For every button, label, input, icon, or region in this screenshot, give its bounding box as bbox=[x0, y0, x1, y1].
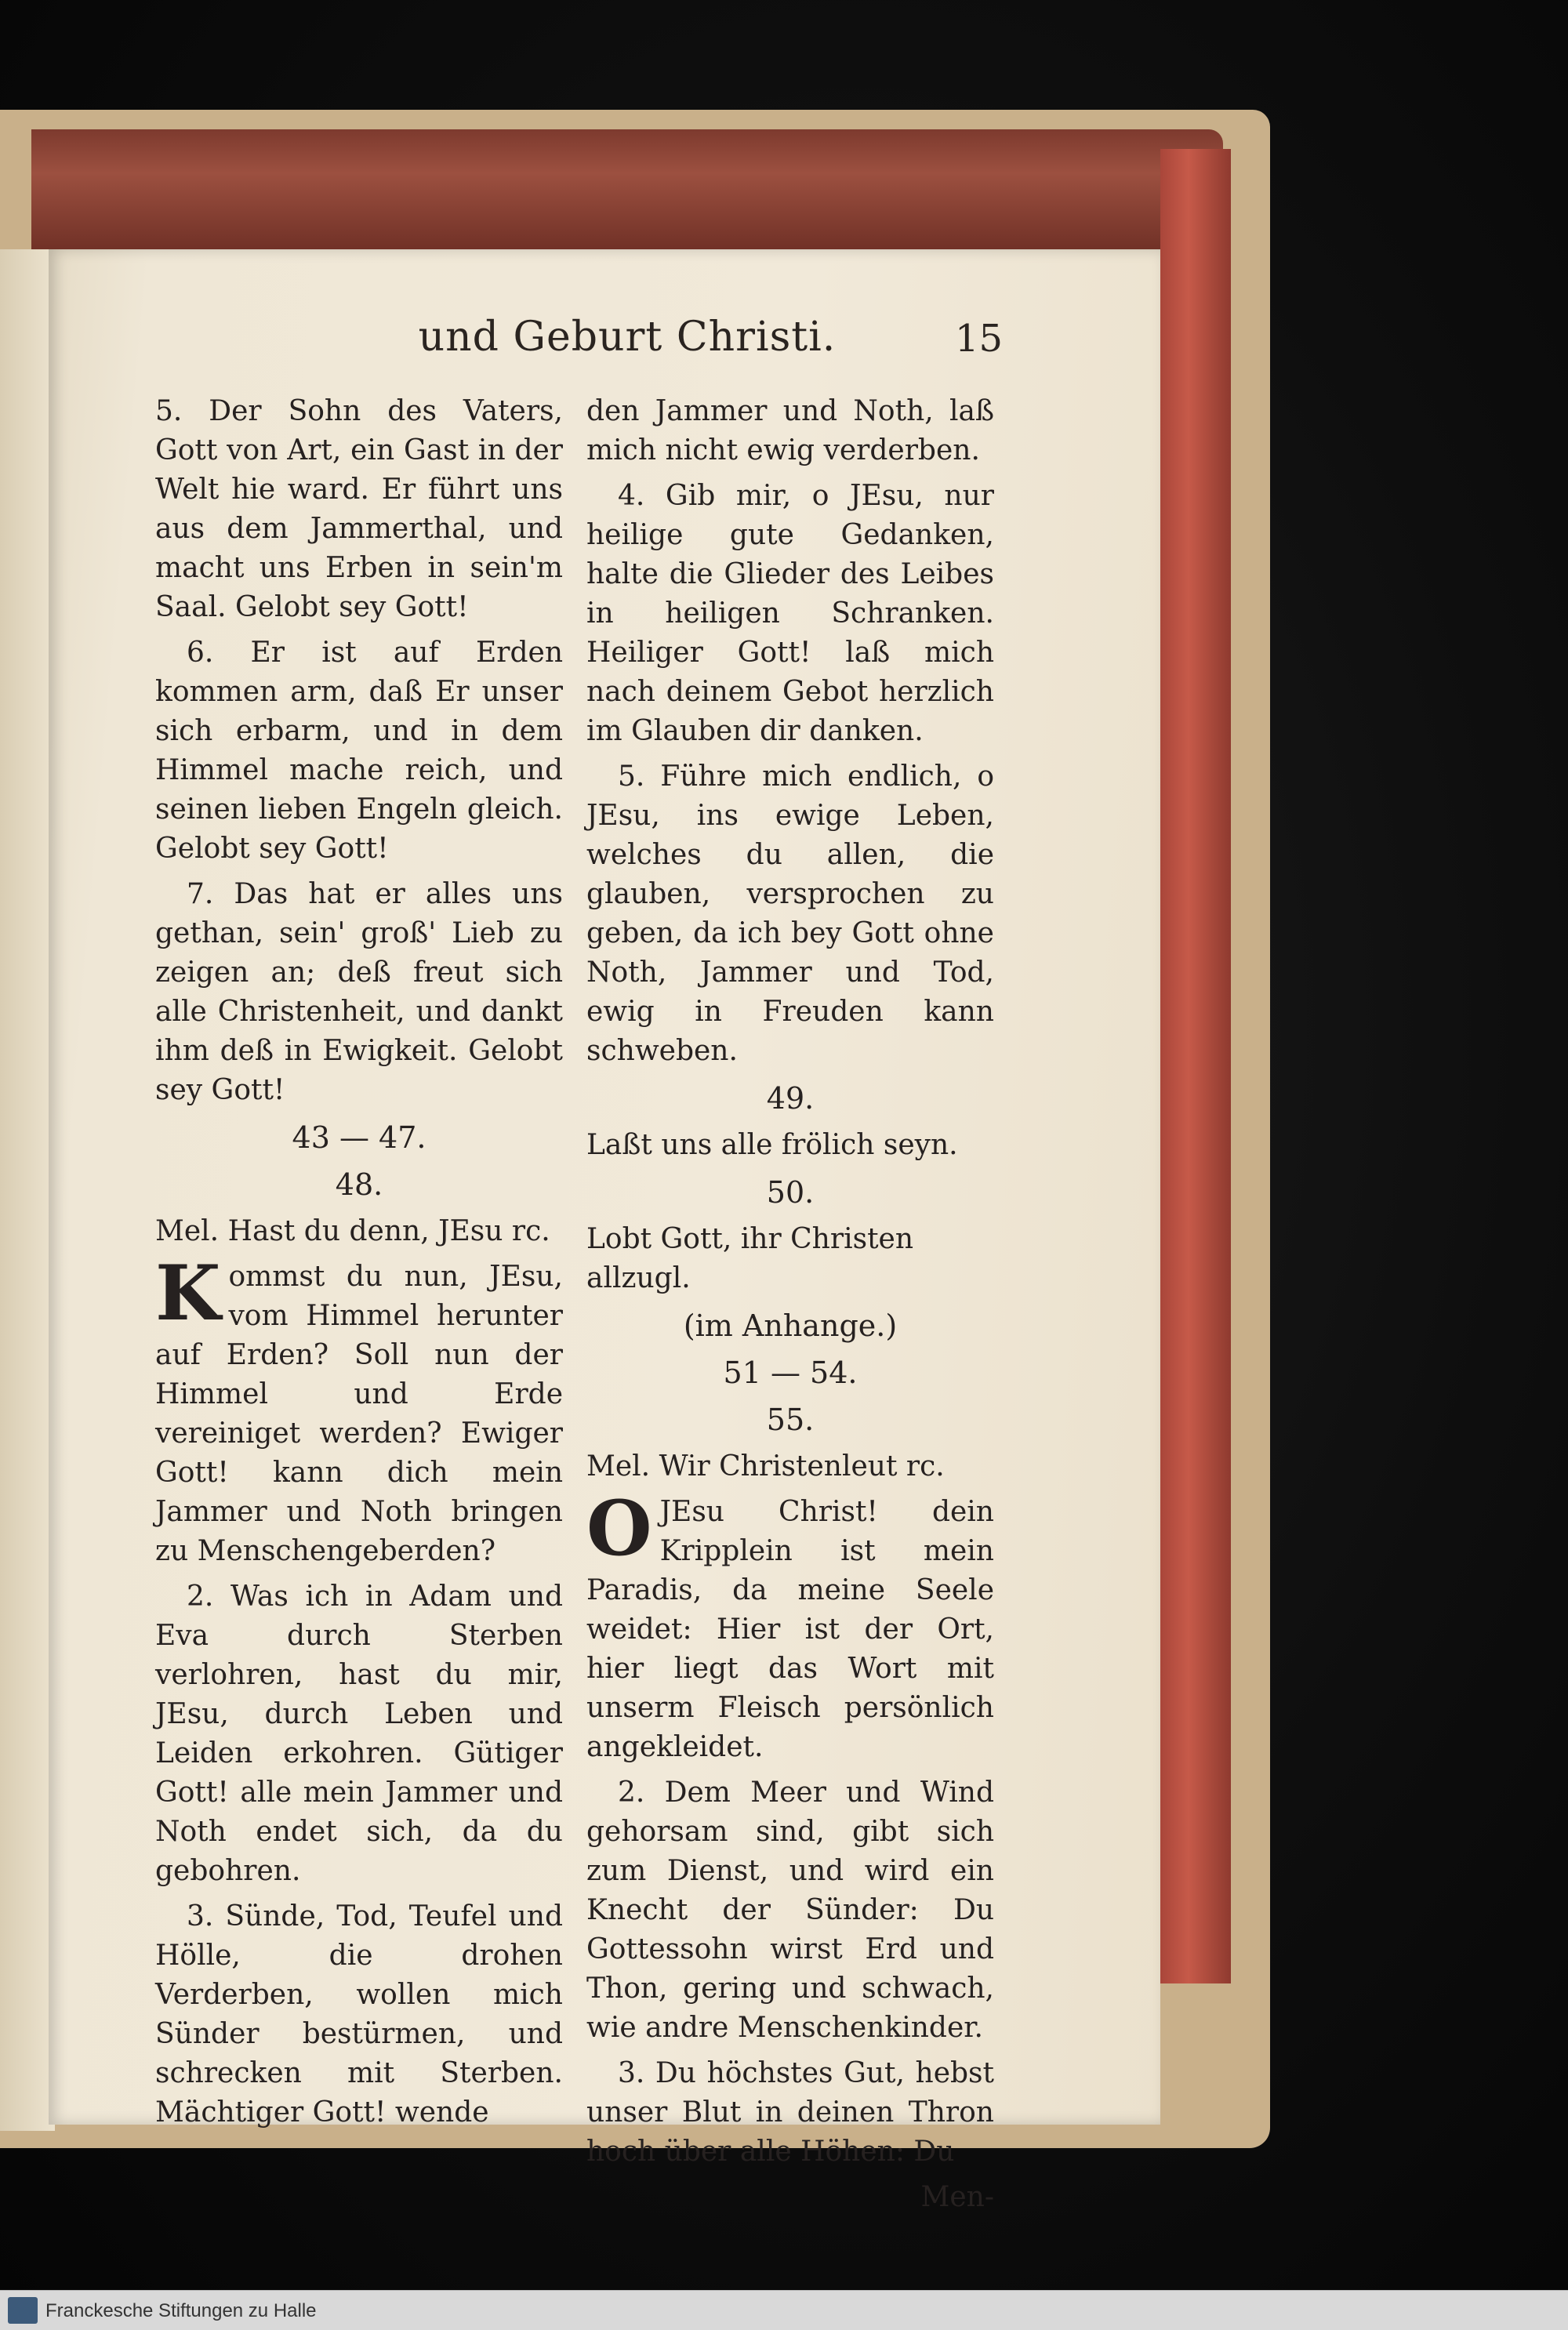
hymn-48-verse-3-continued: den Jammer und Noth, laß mich nicht ewig verderben. bbox=[586, 395, 994, 466]
drop-cap-o: O bbox=[586, 1484, 652, 1573]
hymn-title-49: Laßt uns alle frölich seyn. bbox=[586, 1129, 958, 1161]
right-column bbox=[586, 392, 994, 2217]
melody-48: Mel. Hast du denn, JEsu rc. bbox=[155, 1215, 550, 1247]
hymn-number-48: 48. bbox=[335, 1167, 383, 1202]
hymn-number-49: 49. bbox=[766, 1081, 815, 1116]
hymn-range-43-47: 43 — 47. bbox=[292, 1120, 426, 1155]
hymn-55-verse-1-text: JEsu Christ! dein Kripplein ist mein Paradis, da meine Seele weidet: Hier ist der Ort, hier liegt das Wort mit unserm Fleisch persönlich angekleidet. bbox=[586, 1496, 994, 1763]
left-page-sliver bbox=[0, 249, 55, 2131]
hymn-48-verse-1 bbox=[155, 1249, 563, 1571]
hymn-number-50: 50. bbox=[766, 1175, 815, 1210]
hymn-48-verse-3: 3. Sünde, Tod, Teufel und Hölle, die drohen Verderben, wollen mich Sünder bestürmen, und schrecken mit Sterben. Mächtiger Gott! wende bbox=[155, 1900, 563, 2129]
melody-55: Mel. Wir Christenleut rc. bbox=[586, 1450, 945, 1483]
verse-5: 5. Der Sohn des Vaters, Gott von Art, ein Gast in der Welt hie ward. Er führt uns aus dem Jammerthal, und macht uns Erben in sein'm Saal. Gelobt sey Gott! bbox=[155, 395, 563, 623]
footer-credit: Franckesche Stiftungen zu Halle bbox=[45, 2300, 317, 2321]
footer-bar bbox=[0, 2290, 1568, 2330]
left-column bbox=[155, 392, 563, 2139]
hymn-55-verse-2: 2. Dem Meer und Wind gehorsam sind, gibt sich zum Dienst, und wird ein Knecht der Sünder: Du Gottessohn wirst Erd und Thon, gering und schwach, wie andre Menschenkinder. bbox=[586, 1777, 994, 2044]
drop-cap-k: K bbox=[155, 1249, 221, 1337]
hymn-48-verse-1-text: ommst du nun, JEsu, vom Himmel herunter auf Erden? Soll nun der Himmel und Erde vereiniget werden? Ewiger Gott! kann dich mein Jammer und Noth bringen zu Menschengeberden? bbox=[155, 1261, 563, 1567]
hymn-title-50: Lobt Gott, ihr Christen allzugl. bbox=[586, 1223, 914, 1294]
catchword: Men- bbox=[920, 2181, 994, 2213]
hymn-55-verse-3: 3. Du höchstes Gut, hebst unser Blut in deinen Thron hoch über alle Höhen: Du bbox=[586, 2057, 994, 2168]
page-number: 15 bbox=[955, 317, 1004, 361]
hymn-48-verse-4: 4. Gib mir, o JEsu, nur heilige gute Gedanken, halte die Glieder des Leibes in heiligen Schranken. Heiliger Gott! laß mich nach deinem Gebot herzlich im Glauben dir danken. bbox=[586, 480, 994, 747]
page-edge-right bbox=[1160, 149, 1231, 1983]
hymn-number-55: 55. bbox=[766, 1403, 815, 1437]
page-edge-top bbox=[31, 129, 1223, 255]
hymn-48-verse-5: 5. Führe mich endlich, o JEsu, ins ewige Leben, welches du allen, die glauben, versprochen zu geben, da ich bey Gott ohne Noth, Jammer und Tod, ewig in Freuden kann schweben. bbox=[586, 760, 994, 1067]
hymn-note-50: (im Anhange.) bbox=[683, 1308, 898, 1343]
verse-6: 6. Er ist auf Erden kommen arm, daß Er unser sich erbarm, und in dem Himmel mache reich, und seinen lieben Engeln gleich. Gelobt sey Gott! bbox=[155, 637, 563, 865]
hymn-range-51-54: 51 — 54. bbox=[723, 1356, 858, 1390]
running-head: und Geburt Christi. bbox=[418, 314, 837, 361]
library-logo-icon bbox=[8, 2297, 38, 2324]
hymn-55-verse-1 bbox=[586, 1484, 994, 1767]
verse-7: 7. Das hat er alles uns gethan, sein' groß' Lieb zu zeigen an; deß freut sich alle Christenheit, und dankt ihm deß in Ewigkeit. Gelobt sey Gott! bbox=[155, 878, 563, 1106]
hymn-48-verse-2: 2. Was ich in Adam und Eva durch Sterben verlohren, hast du mir, JEsu, durch Leben und Leiden erkohren. Gütiger Gott! alle mein Jammer und Noth endet sich, da du gebohren. bbox=[155, 1581, 563, 1887]
